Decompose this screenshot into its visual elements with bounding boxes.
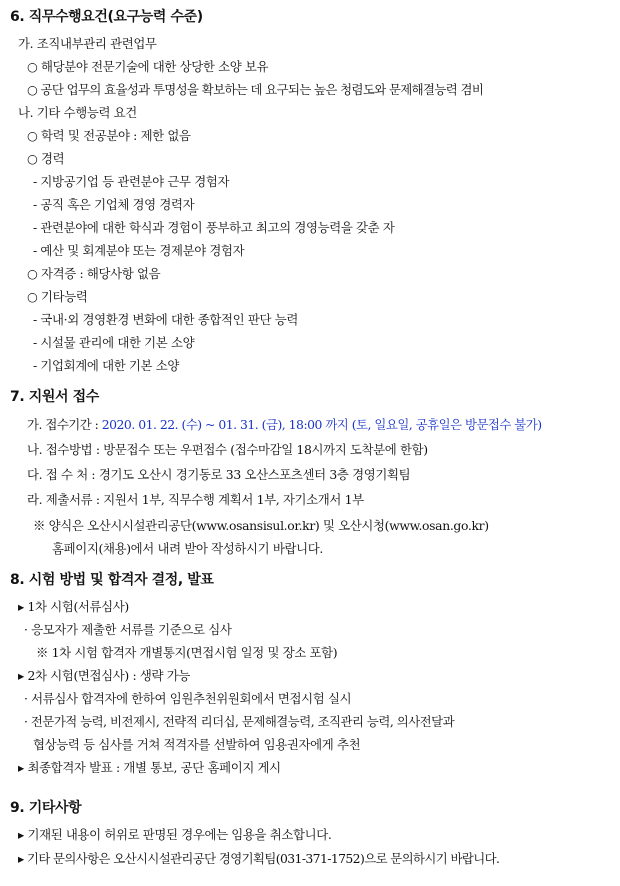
s6-na-2: ○ 경력: [27, 151, 65, 166]
s7-note-1: ※ 양식은 오산시시설관리공단(www.osansisul.or.kr) 및 오산시청(www.osan.go.kr): [33, 518, 489, 533]
s8-round-2-c: 협상능력 등 심사를 거쳐 적격자를 선발하여 임용권자에게 추천: [33, 737, 361, 752]
s6-na-2-d: - 예산 및 회계분야 또는 경제분야 경험자: [33, 243, 245, 258]
s7-note-2: 홈페이지(채용)에서 내려 받아 작성하시기 바랍니다.: [52, 541, 323, 556]
s8-round-1-b: ※ 1차 시험 합격자 개별통지(면접시험 일정 및 장소 포함): [36, 645, 338, 660]
s6-ga: 가. 조직내부관리 관련업무: [18, 36, 157, 51]
s9-item-2: ▸ 기타 문의사항은 오산시시설관리공단 경영기획팀(031-371-1752)으로 문의하시기 바랍니다.: [18, 851, 500, 866]
s6-ga-2: ○ 공단 업무의 효율성과 투명성을 확보하는 데 요구되는 높은 청렴도와 문제해결능력 겸비: [27, 82, 484, 97]
s8-round-2-b: · 전문가적 능력, 비전제시, 전략적 리더십, 문제해결능력, 조직관리 능력, 의사전달과: [24, 714, 455, 729]
s8-round-2: ▸ 2차 시험(면접심사) : 생략 가능: [18, 668, 190, 683]
s8-final: ▸ 최종합격자 발표 : 개별 통보, 공단 홈페이지 게시: [18, 760, 281, 775]
s6-na-4: ○ 기타능력: [27, 289, 88, 304]
s9-item-1: ▸ 기재된 내용이 허위로 판명된 경우에는 임용을 취소합니다.: [18, 827, 332, 842]
s7-period-label: 가. 접수기간 :: [27, 417, 102, 432]
section-7-title: 7. 지원서 접수: [10, 389, 99, 405]
s6-na: 나. 기타 수행능력 요건: [18, 105, 137, 120]
section-6-title: 6. 직무수행요건(요구능력 수준): [10, 9, 203, 25]
section-9-title: 9. 기타사항: [10, 800, 82, 816]
s6-na-2-c: - 관련분야에 대한 학식과 경험이 풍부하고 최고의 경영능력을 갖춘 자: [33, 220, 395, 235]
s7-method: 나. 접수방법 : 방문접수 또는 우편접수 (접수마감일 18시까지 도착분에 한함): [27, 442, 428, 457]
section-8-title: 8. 시험 방법 및 합격자 결정, 발표: [10, 572, 214, 588]
s7-docs: 라. 제출서류 : 지원서 1부, 직무수행 계획서 1부, 자기소개서 1부: [27, 492, 364, 507]
s8-round-2-a: · 서류심사 합격자에 한하여 임원추천위원회에서 면접시험 실시: [24, 691, 352, 706]
s6-na-2-b: - 공직 혹은 기업체 경영 경력자: [33, 197, 195, 212]
s6-na-2-a: - 지방공기업 등 관련분야 근무 경험자: [33, 174, 230, 189]
s8-round-1: ▸ 1차 시험(서류심사): [18, 599, 129, 614]
s7-period: [27, 416, 542, 433]
s7-period-value: 2020. 01. 22. (수) ~ 01. 31. (금), 18:00 까지 (토, 일요일, 공휴일은 방문접수 불가): [101, 417, 542, 432]
s6-na-4-c: - 기업회계에 대한 기본 소양: [33, 358, 180, 373]
s6-na-3: ○ 자격증 : 해당사항 없음: [27, 266, 161, 281]
s6-na-4-a: - 국내·외 경영환경 변화에 대한 종합적인 판단 능력: [33, 312, 298, 327]
s6-ga-1: ○ 해당분야 전문기술에 대한 상당한 소양 보유: [27, 59, 269, 74]
s6-na-1: ○ 학력 및 전공분야 : 제한 없음: [27, 128, 191, 143]
s8-round-1-a: · 응모자가 제출한 서류를 기준으로 심사: [24, 622, 232, 637]
s6-na-4-b: - 시설물 관리에 대한 기본 소양: [33, 335, 195, 350]
s7-place: 다. 접 수 처 : 경기도 오산시 경기동로 33 오산스포츠센터 3층 경영기획팀: [27, 467, 411, 482]
